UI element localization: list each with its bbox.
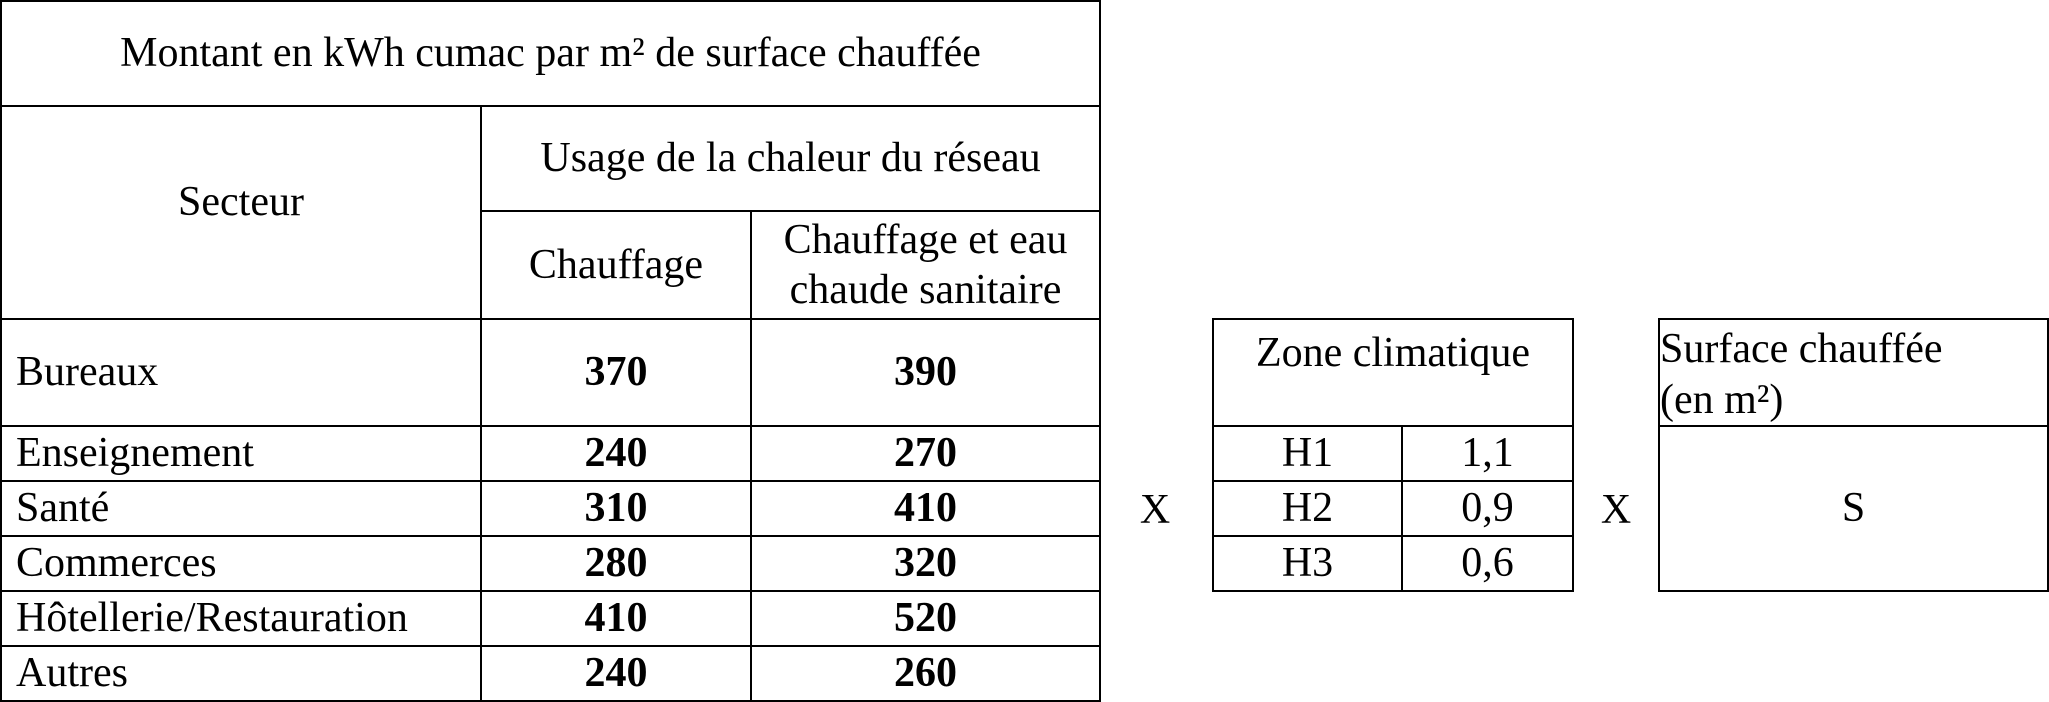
table-row-sector: Santé <box>0 480 482 537</box>
climate-zone-factor: 0,9 <box>1401 480 1574 537</box>
climate-zone-code: H3 <box>1212 535 1403 592</box>
multiply-operator: X <box>1600 487 1632 533</box>
heating-water-header-line2: chaude sanitaire <box>789 267 1062 313</box>
climate-zone-factor: 0,6 <box>1401 535 1574 592</box>
table-row-heating: 410 <box>480 590 752 647</box>
table-row-heating-water: 320 <box>750 535 1101 592</box>
table-row-heating: 310 <box>480 480 752 537</box>
table-row-sector: Autres <box>0 645 482 702</box>
heating-water-header-line1: Chauffage et eau <box>783 216 1068 263</box>
table-row-heating: 280 <box>480 535 752 592</box>
table-row-heating-water: 390 <box>750 318 1101 427</box>
surface-header-line1: Surface chauffée <box>1660 326 1943 373</box>
multiply-operator: X <box>1139 487 1171 533</box>
heating-column-header: Chauffage <box>480 210 752 320</box>
table-row-heating: 240 <box>480 645 752 702</box>
table-row-heating-water: 410 <box>750 480 1101 537</box>
usage-header: Usage de la chaleur du réseau <box>480 105 1101 212</box>
table-row-sector: Hôtellerie/Restauration <box>0 590 482 647</box>
table-row-sector: Enseignement <box>0 425 482 482</box>
climate-zone-code: H2 <box>1212 480 1403 537</box>
table-row-sector: Commerces <box>0 535 482 592</box>
table-row-heating-water: 260 <box>750 645 1101 702</box>
climate-zone-factor: 1,1 <box>1401 425 1574 482</box>
table-row-heating: 240 <box>480 425 752 482</box>
climate-zone-code: H1 <box>1212 425 1403 482</box>
heating-water-column-header <box>750 210 1101 320</box>
climate-zone-header: Zone climatique <box>1212 318 1574 427</box>
table-row-heating-water: 270 <box>750 425 1101 482</box>
main-table-title: Montant en kWh cumac par m² de surface chauffée <box>0 0 1101 107</box>
surface-value: S <box>1658 425 2049 592</box>
table-row-heating-water: 520 <box>750 590 1101 647</box>
table-row-sector: Bureaux <box>0 318 482 427</box>
table-row-heating: 370 <box>480 318 752 427</box>
sector-header: Secteur <box>0 105 482 320</box>
surface-header <box>1658 318 2049 427</box>
surface-header-line2: (en m²) <box>1660 376 1784 423</box>
